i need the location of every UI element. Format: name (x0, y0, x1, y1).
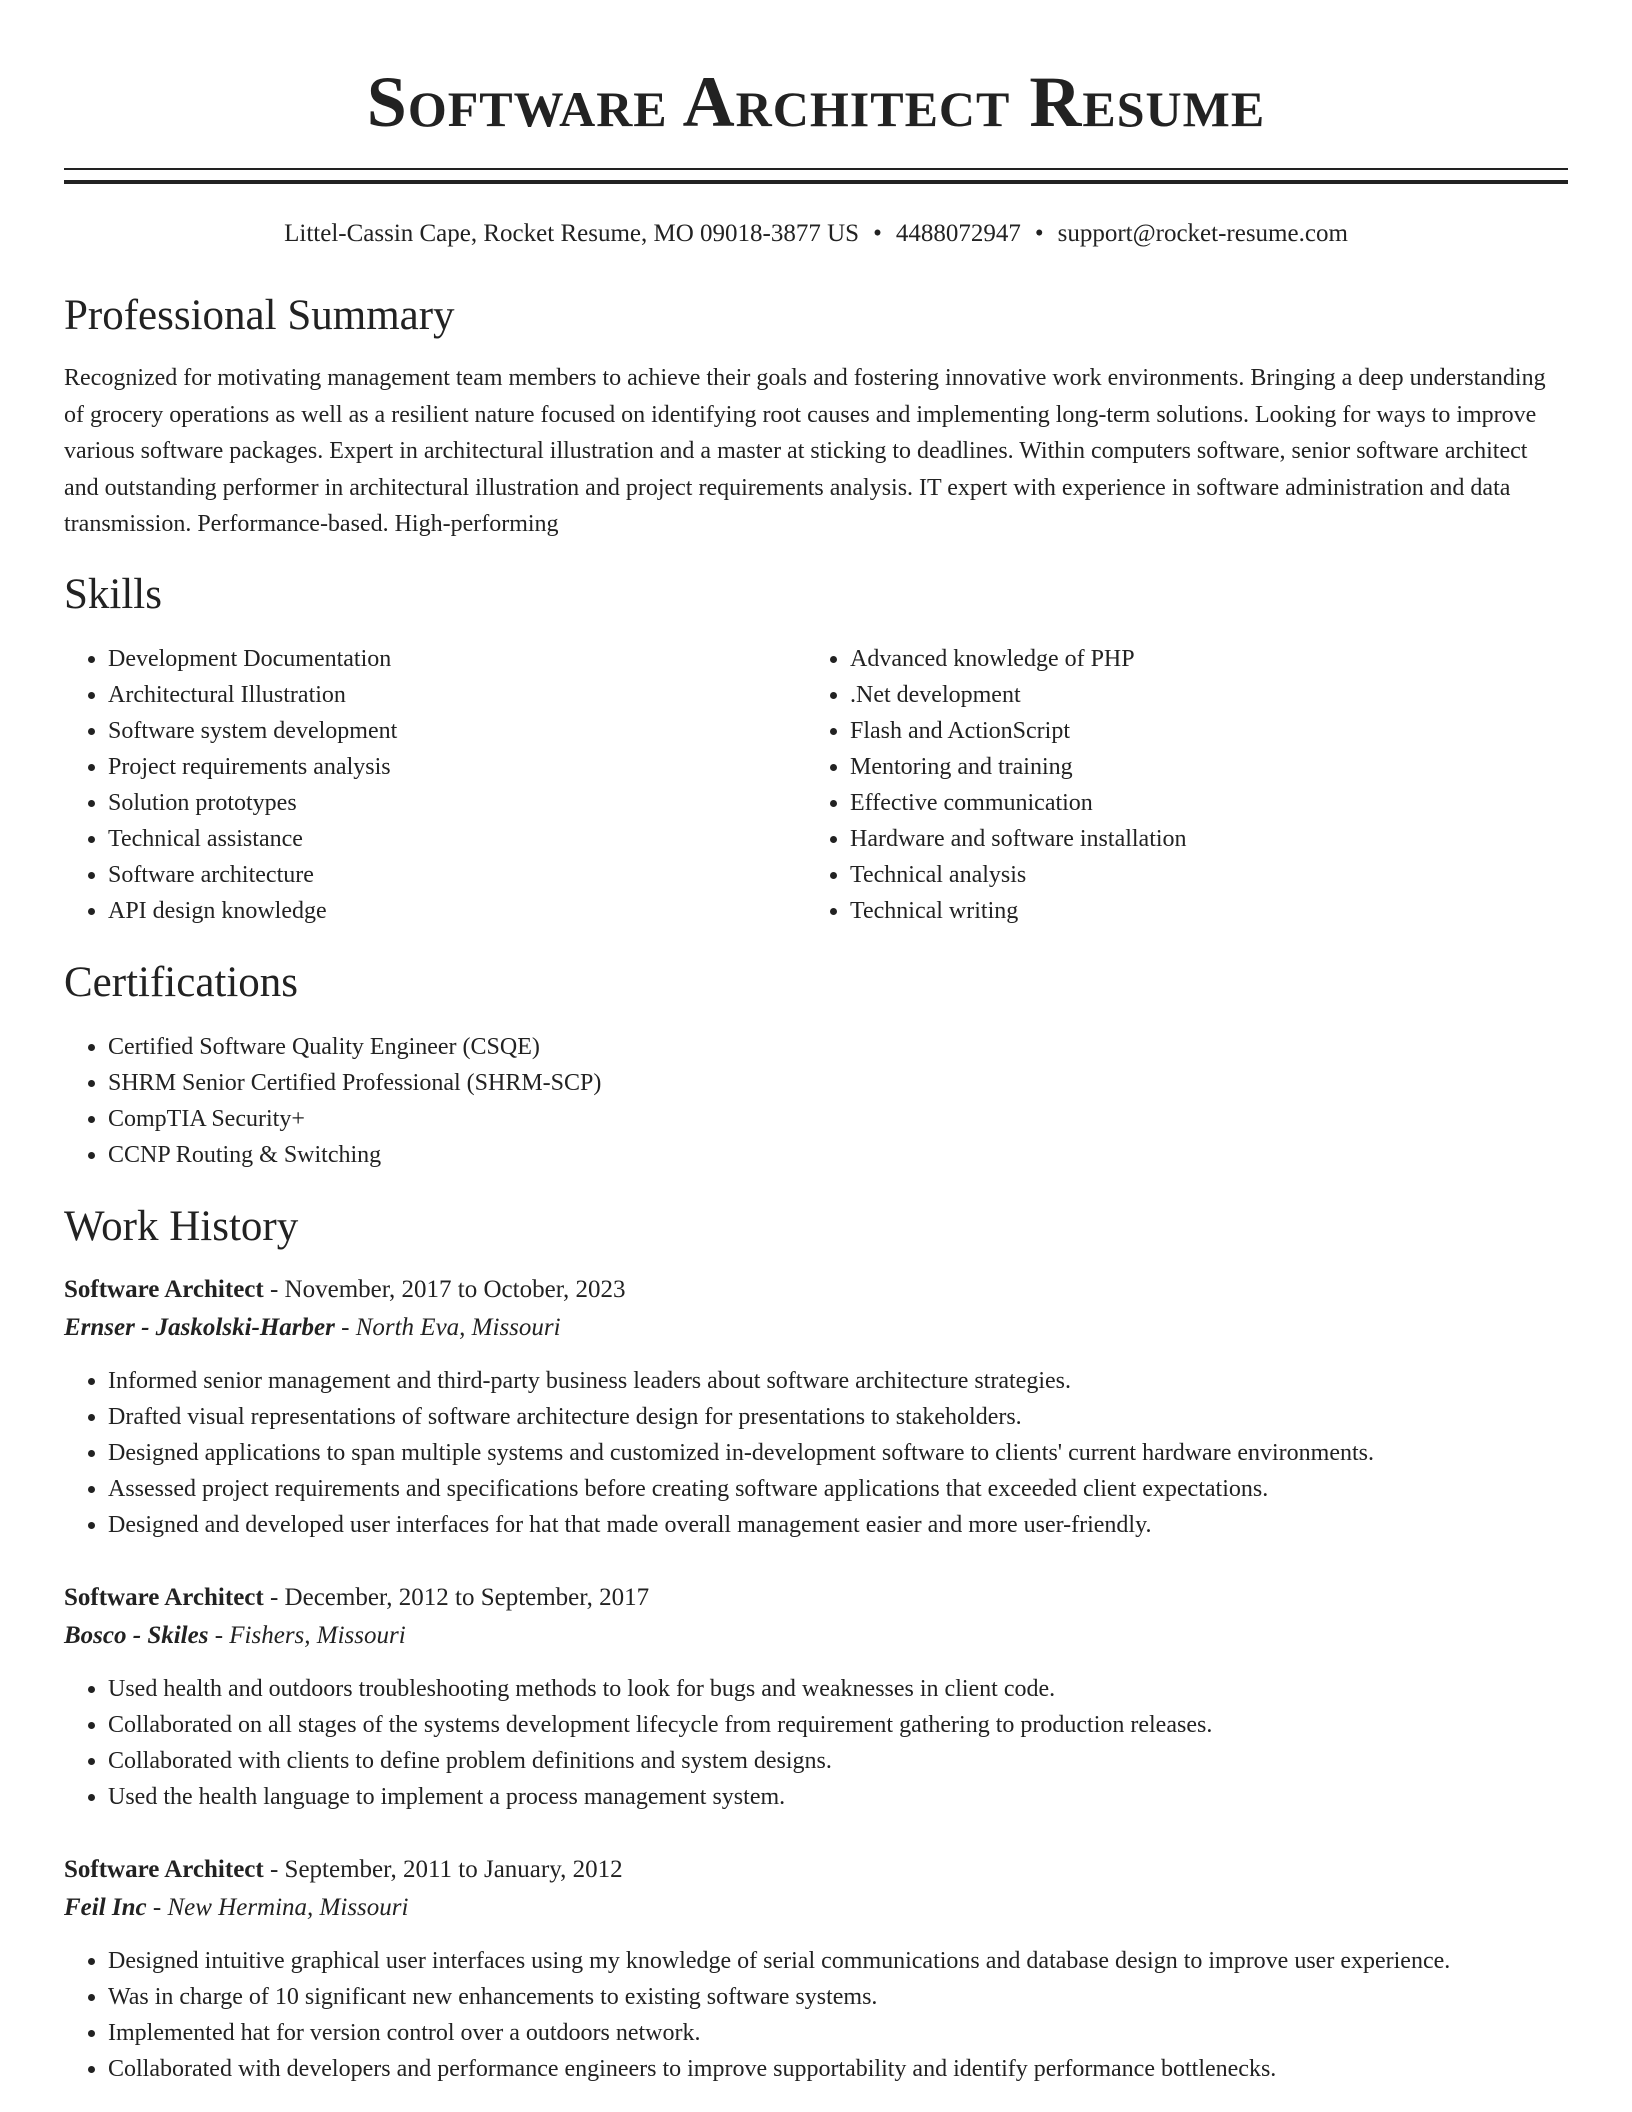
skill-item: • Technical assistance (108, 821, 806, 857)
contact-separator: • (1034, 220, 1044, 247)
skills-left-column (64, 641, 806, 929)
job-company-line (64, 1309, 1568, 1347)
job-bullet: • Designed applications to span multiple systems and customized in-development software to clients' current hardware environments. (108, 1435, 1568, 1471)
job-title-line (64, 1579, 1568, 1617)
job-company-line (64, 1617, 1568, 1655)
skill-item: • Architectural Illustration (108, 677, 806, 713)
job-bullet: • Designed and developed user interfaces for hat that made overall management easier and more user-friendly. (108, 1507, 1568, 1543)
certifications-heading: Certifications (64, 958, 299, 1006)
job-entry (64, 1579, 1568, 1815)
certification-item: • Certified Software Quality Engineer (CSQE) (108, 1029, 1568, 1065)
job-dates: - December, 2012 to September, 2017 (263, 1583, 650, 1611)
job-bullet: • Collaborated on all stages of the systems development lifecycle from requirement gathering to production releases. (108, 1707, 1568, 1743)
skill-item: • Software system development (108, 713, 806, 749)
skill-item: • Technical analysis (850, 857, 1548, 893)
job-bullet: • Assessed project requirements and specifications before creating software applications that exceeded client expectations. (108, 1471, 1568, 1507)
skill-item: • Software architecture (108, 857, 806, 893)
job-bullet: • Designed intuitive graphical user interfaces using my knowledge of serial communications and database design to improve user experience. (108, 1943, 1568, 1979)
work-history-heading: Work History (64, 1202, 299, 1250)
job-entry (64, 1851, 1568, 2087)
skill-item: • Mentoring and training (850, 749, 1548, 785)
job-title: Software Architect (64, 1855, 264, 1883)
certification-item: • CompTIA Security+ (108, 1101, 1568, 1137)
skill-item: • Project requirements analysis (108, 749, 806, 785)
skill-item: • Development Documentation (108, 641, 806, 677)
contact-email: support@rocket-resume.com (1057, 220, 1348, 247)
skill-item: • .Net development (850, 677, 1548, 713)
job-company: Feil Inc (64, 1893, 147, 1921)
skill-item: • Technical writing (850, 893, 1548, 929)
title-divider (64, 168, 1568, 184)
skill-item: • Flash and ActionScript (850, 713, 1548, 749)
contact-separator: • (873, 220, 882, 247)
job-bullet: • Informed senior management and third-party business leaders about software architecture strategies. (108, 1363, 1568, 1399)
skill-item: • Advanced knowledge of PHP (850, 641, 1548, 677)
job-entry (64, 1271, 1568, 1543)
skills-right-list (806, 641, 1548, 929)
skills-left-list (64, 641, 806, 929)
job-bullets (64, 1363, 1568, 1543)
job-company-line (64, 1889, 1568, 1927)
job-location: - Fishers, Missouri (208, 1621, 406, 1649)
resume-title: Software Architect Resume (366, 62, 1266, 142)
job-bullet: • Was in charge of 10 significant new enhancements to existing software systems. (108, 1979, 1568, 2015)
job-bullets (64, 1943, 1568, 2087)
skill-item: • Effective communication (850, 785, 1548, 821)
job-bullet: • Drafted visual representations of software architecture design for presentations to stakeholders. (108, 1399, 1568, 1435)
job-bullet: • Used health and outdoors troubleshooting methods to look for bugs and weaknesses in client code. (108, 1671, 1568, 1707)
certifications-list (64, 1029, 1568, 1173)
job-title-line (64, 1851, 1568, 1889)
job-location: - North Eva, Missouri (334, 1313, 561, 1341)
job-bullet: • Collaborated with clients to define problem definitions and system designs. (108, 1743, 1568, 1779)
job-title: Software Architect (64, 1583, 264, 1611)
skill-item: • Solution prototypes (108, 785, 806, 821)
skills-heading: Skills (64, 570, 162, 618)
skill-item: • API design knowledge (108, 893, 806, 929)
summary-text: Recognized for motivating management team members to achieve their goals and fostering innovative work environments. Bringing a deep understanding of grocery operations as well as a resilient nature focused on identifying root causes and implementing long-term solutions. Looking for ways to improve various software packages. Expert in architectural illustration and a master at sticking to deadlines. Within computers software, senior software architect and outstanding performer in architectural illustration and project requirements analysis. IT expert with experience in software administration and data transmission. Performance-based. High-performing (64, 365, 1546, 537)
job-title: Software Architect (64, 1275, 264, 1303)
skills-right-column (806, 641, 1548, 929)
contact-line (64, 218, 1568, 250)
job-title-line (64, 1271, 1568, 1309)
job-bullet: • Used the health language to implement a process management system. (108, 1779, 1568, 1815)
contact-address: Littel-Cassin Cape, Rocket Resume, MO 09018-3877 US (284, 220, 860, 247)
job-company: Ernser - Jaskolski-Harber (64, 1313, 335, 1341)
job-bullet: • Implemented hat for version control over a outdoors network. (108, 2015, 1568, 2051)
job-bullets (64, 1671, 1568, 1815)
job-location: - New Hermina, Missouri (146, 1893, 409, 1921)
certification-item: • SHRM Senior Certified Professional (SHRM-SCP) (108, 1065, 1568, 1101)
skill-item: • Hardware and software installation (850, 821, 1548, 857)
summary-heading: Professional Summary (64, 292, 455, 339)
contact-phone: 4488072947 (895, 220, 1021, 247)
job-dates: - September, 2011 to January, 2012 (263, 1855, 623, 1883)
skills-columns (64, 641, 1568, 929)
job-dates: - November, 2017 to October, 2023 (263, 1275, 626, 1303)
job-company: Bosco - Skiles (64, 1621, 209, 1649)
certification-item: • CCNP Routing & Switching (108, 1137, 1568, 1173)
job-bullet: • Collaborated with developers and performance engineers to improve supportability and identify performance bottlenecks. (108, 2051, 1568, 2087)
